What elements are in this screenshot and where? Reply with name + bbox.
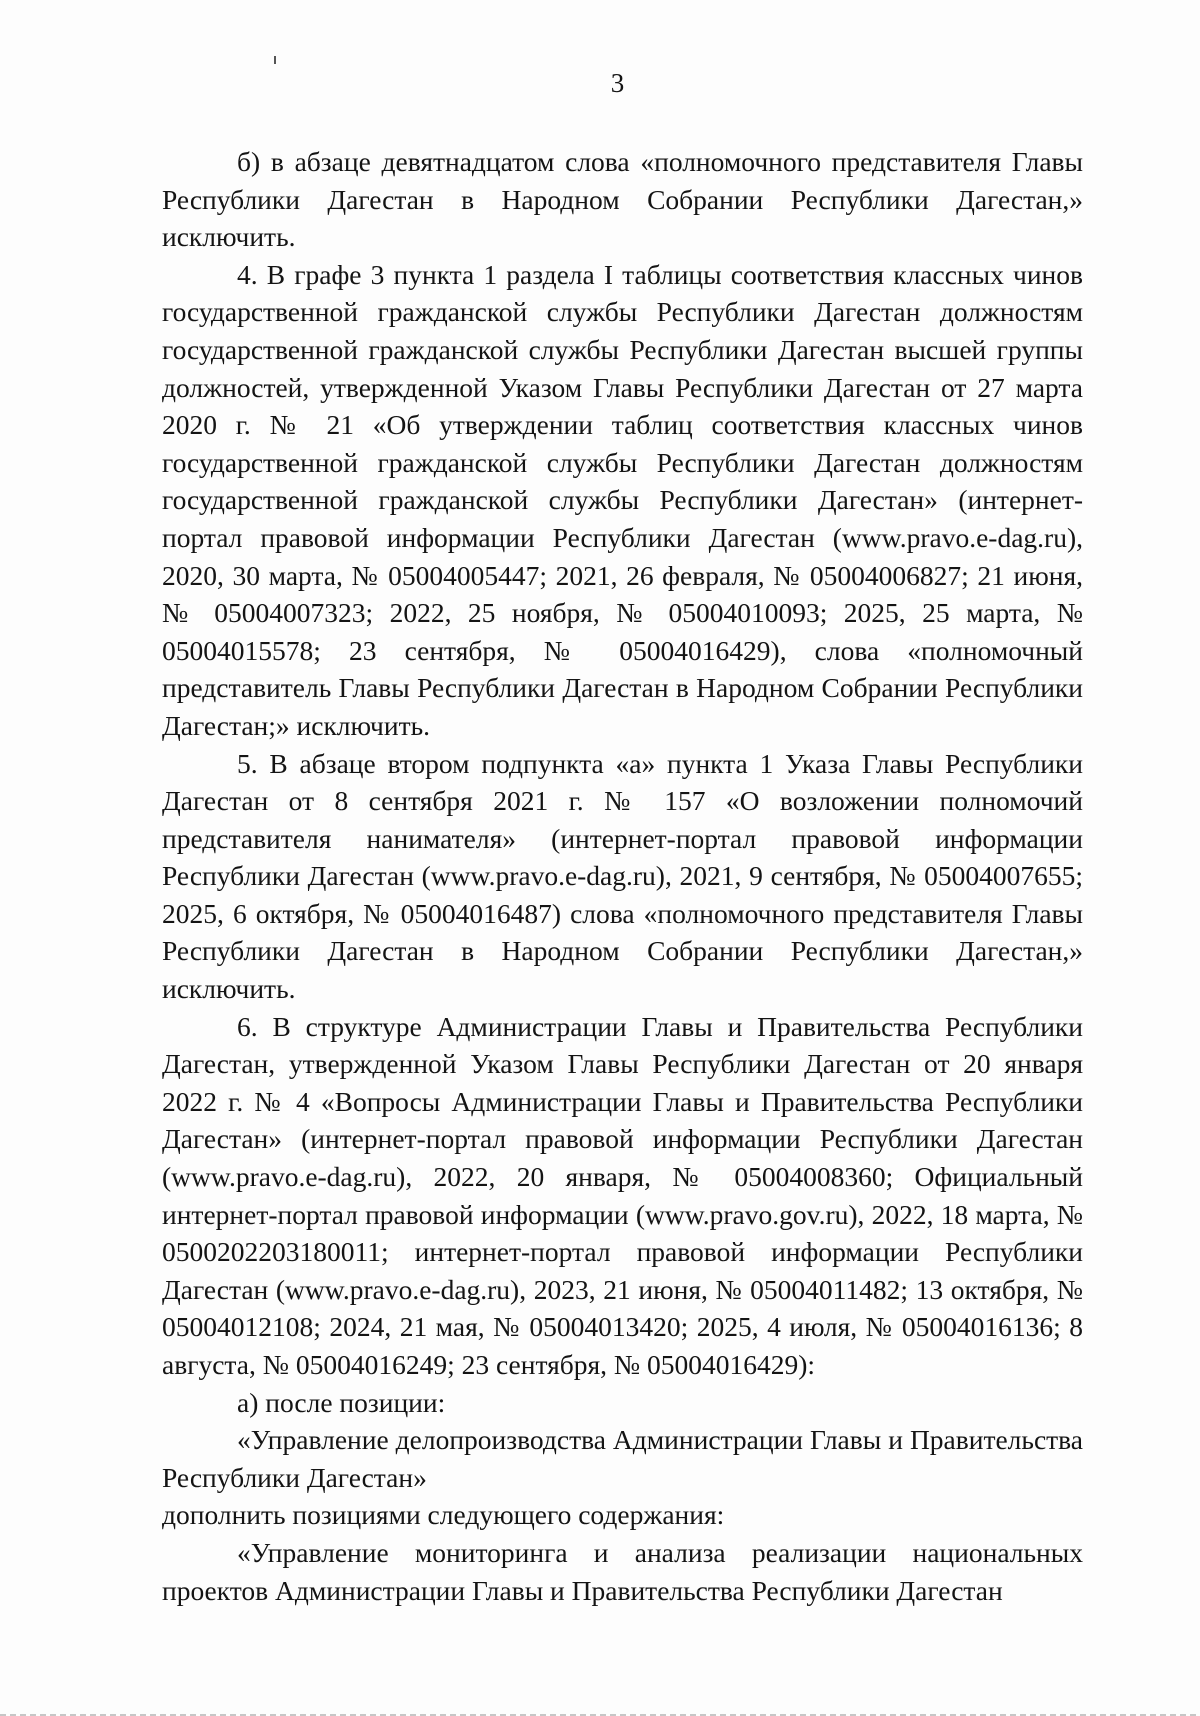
new-position: «Управление мониторинга и анализа реализации национальных проектов Администрации Главы и Правительства Республики Дагестан <box>162 1536 1083 1606</box>
paragraph-3b: б) в абзаце девятнадцатом слова «полномочного представителя Главы Республики Дагестан в Народном Собрании Республики Дагестан,» исключить. <box>162 146 1083 253</box>
page-number: 3 <box>610 68 625 98</box>
supplement-instruction: дополнить позициями следующего содержания: <box>162 1499 725 1531</box>
paragraph-6: 6. В структуре Администрации Главы и Правительства Республики Дагестан, утвержденной Указом Главы Республики Дагестан от 20 января 2022 г. № 4 «Вопросы Администрации Главы и Правительства Республики Дагестан» (интернет-портал правовой информации Республики Дагестан (www.pravo.e-dag.ru), 2022, 20 января, № 05004008360; Официальный интернет-портал правовой информации (www.pravo.gov.ru), 2022, 18 марта, № 0500202203180011; интернет-портал правовой информации Республики Дагестан (www.pravo.e-dag.ru), 2023, 21 июня, № 05004011482; 13 октября, № 05004012108; 2024, 21 мая, № 05004013420; 2025, 4 июля, № 05004016136; 8 августа, № 05004016249; 23 сентября, № 05004016429): <box>162 1010 1083 1380</box>
paragraph-5: 5. В абзаце втором подпункта «а» пункта 1 Указа Главы Республики Дагестан от 8 сентября 2021 г. № 157 «О возложении полномочий представителя нанимателя» (интернет-портал правовой информации Республики Дагестан (www.pravo.e-dag.ru), 2021, 9 сентября, № 05004007655; 2025, 6 октября, № 05004016487) слова «полномочного представителя Главы Республики Дагестан в Народном Собрании Республики Дагестан,» исключить. <box>162 747 1083 1005</box>
document-body <box>162 143 1083 1609</box>
scan-artifact <box>274 56 276 64</box>
subitem-a: а) после позиции: <box>237 1386 446 1418</box>
paragraph-4: 4. В графе 3 пункта 1 раздела I таблицы соответствия классных чинов государственной гражданской службы Республики Дагестан должностям государственной гражданской службы Республики Дагестан высшей группы должностей, утвержденной Указом Главы Республики Дагестан от 27 марта 2020 г. № 21 «Об утверждении таблиц соответствия классных чинов государственной гражданской службы Республики Дагестан должностям государственной гражданской службы Республики Дагестан» (интернет-портал правовой информации Республики Дагестан (www.pravo.e-dag.ru), 2020, 30 марта, № 05004005447; 2021, 26 февраля, № 05004006827; 21 июня, № 05004007323; 2022, 25 ноября, № 05004010093; 2025, 25 марта, № 05004015578; 23 сентября, № 05004016429), слова «полномочный представитель Главы Республики Дагестан в Народном Собрании Республики Дагестан;» исключить. <box>162 258 1083 741</box>
quoted-position: «Управление делопроизводства Администрации Главы и Правительства Республики Дагестан» <box>162 1424 1083 1493</box>
